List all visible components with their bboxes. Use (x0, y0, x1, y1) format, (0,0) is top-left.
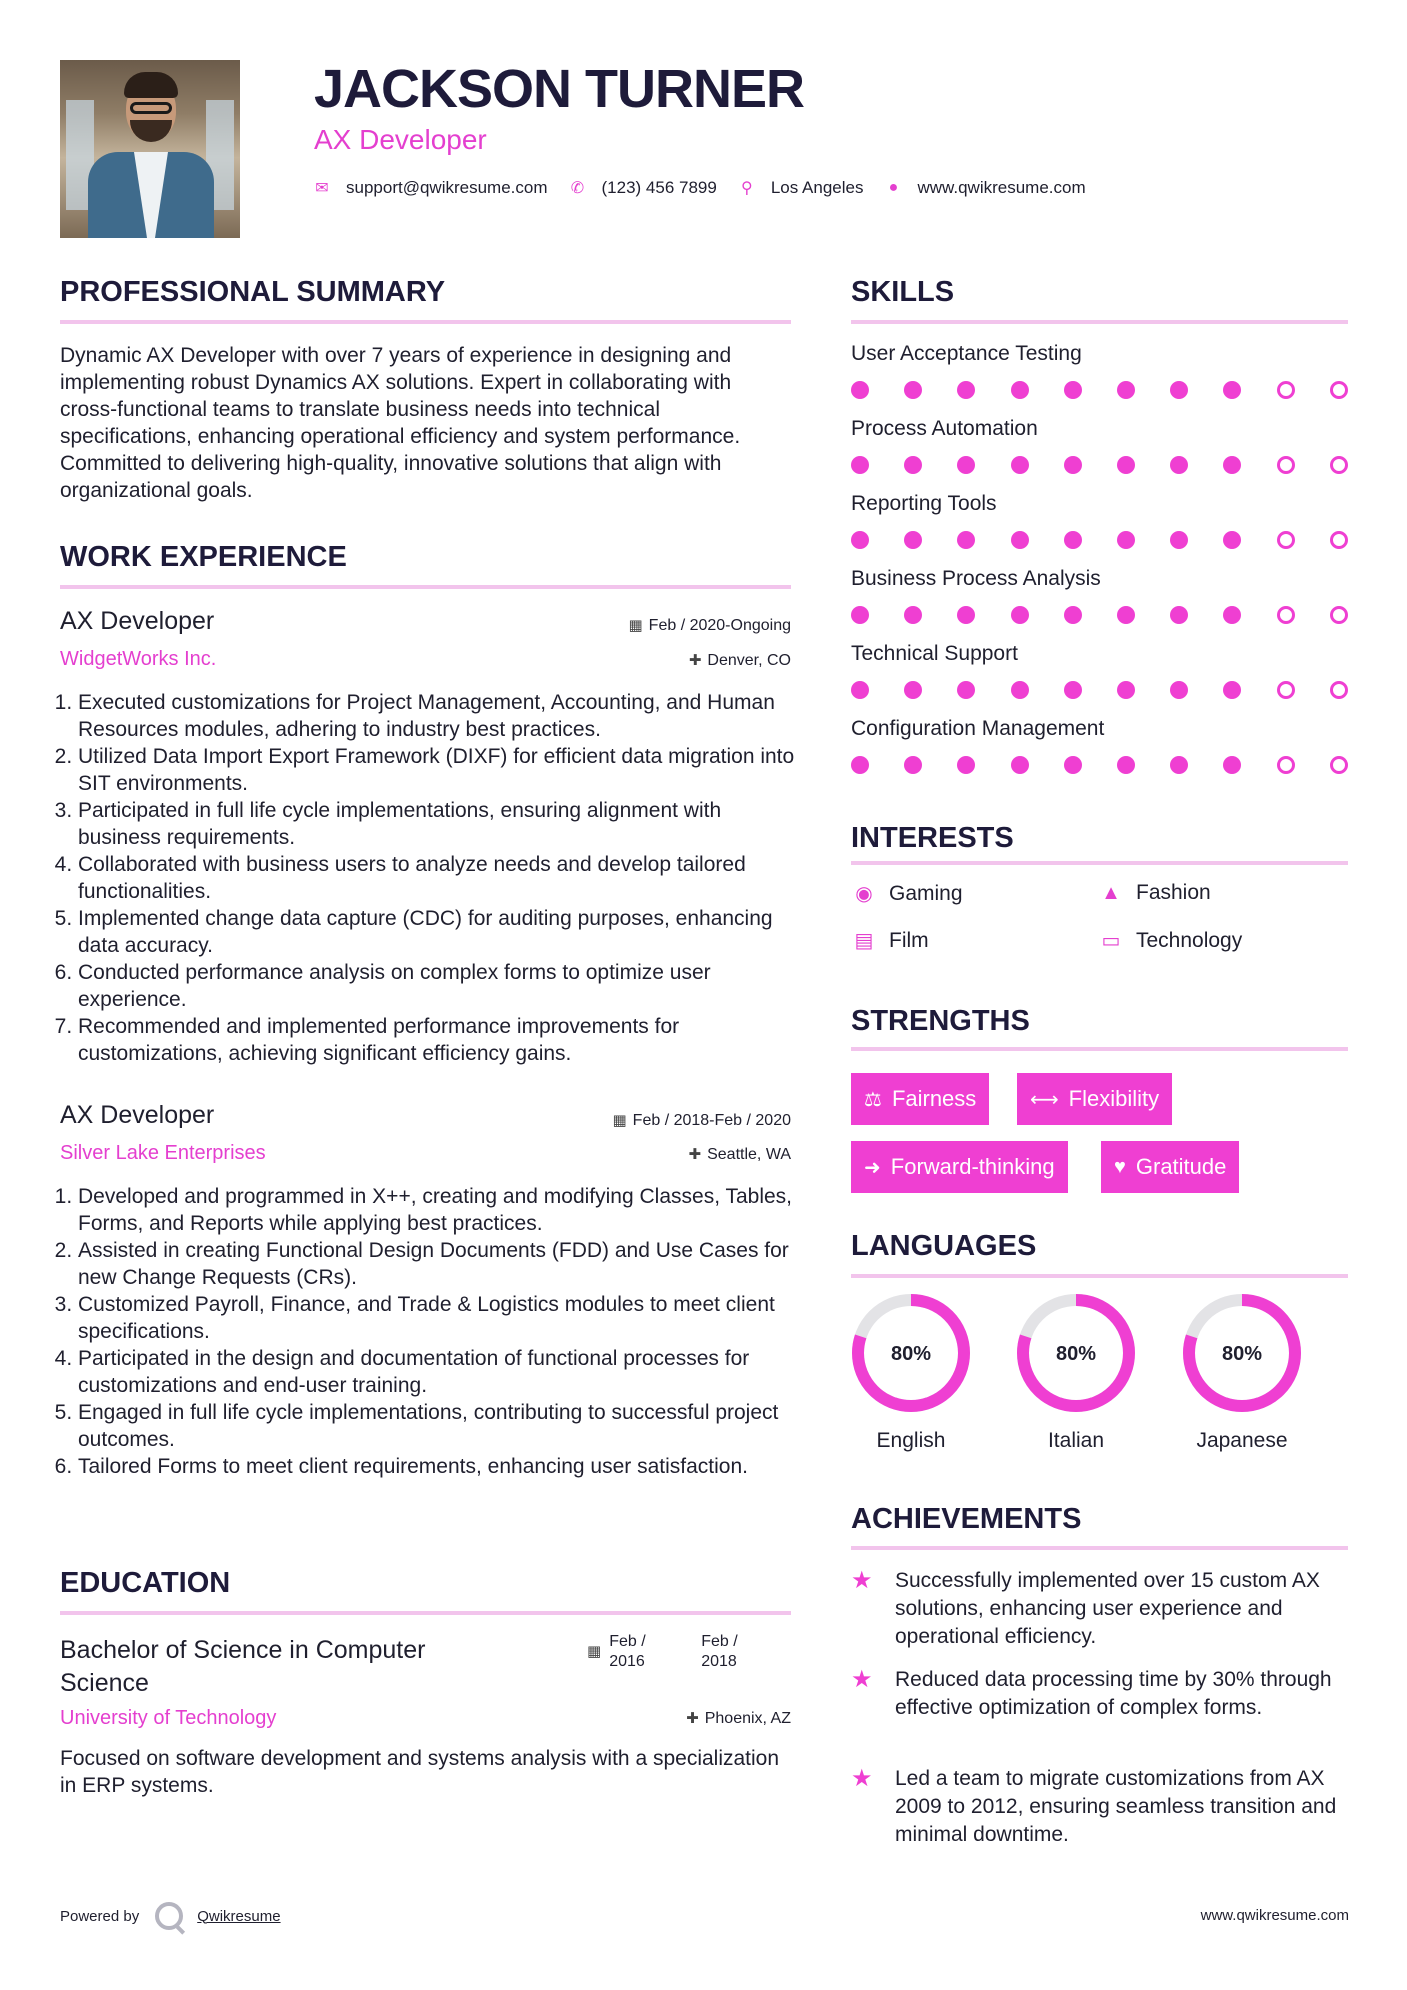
shopping-bag-icon: ▲ (1101, 881, 1121, 904)
contact-location: Los Angeles (770, 178, 864, 197)
skill-rating (851, 531, 1351, 551)
rating-dot-filled (1117, 456, 1135, 474)
rating-dot-empty (1330, 681, 1348, 699)
svg-text:80%: 80% (1221, 1343, 1263, 1365)
rating-dot-filled (957, 681, 975, 699)
language-item (1012, 1291, 1140, 1453)
rating-dot-filled (1170, 756, 1188, 774)
rating-dot-empty (1277, 681, 1295, 699)
achievements-divider (851, 1546, 1348, 1550)
rating-dot-empty (1277, 606, 1295, 624)
rating-dot-filled (1117, 606, 1135, 624)
list-item: 7. Recommended and implemented performance improvements for customizations, achieving significant efficiency gains. (78, 1013, 798, 1067)
list-item: 6. Conducted performance analysis on complex forms to optimize user experience. (78, 959, 798, 1013)
skill-name: User Acceptance Testing (851, 342, 1082, 365)
interests-heading: INTERESTS (851, 822, 1014, 854)
education-school: University of Technology (60, 1707, 277, 1729)
skill-rating (851, 456, 1351, 476)
job-company: Silver Lake Enterprises (60, 1142, 266, 1164)
list-item: 6. Tailored Forms to meet client requirements, enhancing user satisfaction. (78, 1453, 798, 1480)
list-item: 1. Developed and programmed in X++, creating and modifying Classes, Tables, Forms, and Reports while applying best practices. (78, 1183, 798, 1237)
list-item: 4. Collaborated with business users to analyze needs and develop tailored functionalities. (78, 851, 798, 905)
rating-dot-filled (904, 381, 922, 399)
rating-dot-filled (904, 456, 922, 474)
education-dates (587, 1632, 763, 1672)
strength-tag: ⚖ Fairness (851, 1073, 989, 1125)
envelope-icon: ✉ (315, 180, 329, 197)
rating-dot-filled (1064, 531, 1082, 549)
balance-scale-icon: ⚖ (864, 1088, 882, 1111)
rating-dot-empty (1277, 381, 1295, 399)
job-bullets (60, 689, 798, 1067)
rating-dot-filled (1011, 531, 1029, 549)
skills-divider (851, 320, 1348, 324)
rating-dot-filled (1223, 456, 1241, 474)
job-location: ✚ Seattle, WA (688, 1146, 791, 1163)
rating-dot-filled (1011, 456, 1029, 474)
experience-divider (60, 585, 791, 589)
svg-text:80%: 80% (1055, 1343, 1097, 1365)
rating-dot-empty (1330, 606, 1348, 624)
calendar-icon: ▦ (628, 617, 643, 634)
powered-by-label: Powered by (60, 1907, 140, 1925)
rating-dot-filled (957, 531, 975, 549)
gamepad-icon: ◉ (855, 883, 873, 905)
rating-dot-filled (1223, 531, 1241, 549)
pushpin-icon: ✚ (686, 1710, 699, 1727)
interests-divider (851, 861, 1348, 865)
skills-heading: SKILLS (851, 276, 955, 308)
rating-dot-filled (904, 681, 922, 699)
rating-dot-empty (1330, 381, 1348, 399)
star-icon: ★ (851, 1567, 873, 1594)
rating-dot-filled (1170, 381, 1188, 399)
contact-phone[interactable]: (123) 456 7899 (601, 178, 717, 197)
rating-dot-filled (1170, 681, 1188, 699)
pushpin-icon: ✚ (688, 1146, 702, 1163)
rating-dot-filled (851, 681, 869, 699)
list-item: 2. Assisted in creating Functional Design Documents (FDD) and Use Cases for new Change Requests (CRs). (78, 1237, 798, 1291)
rating-dot-filled (957, 381, 975, 399)
list-item: 1. Executed customizations for Project Management, Accounting, and Human Resources modules, adhering to industry best practices. (78, 689, 798, 743)
rating-dot-filled (904, 756, 922, 774)
list-item: 3. Participated in full life cycle implementations, ensuring alignment with business requirements. (78, 797, 798, 851)
language-item (1178, 1291, 1306, 1453)
skill-name: Configuration Management (851, 717, 1105, 740)
skill-name: Business Process Analysis (851, 567, 1101, 590)
candidate-role: AX Developer (314, 124, 487, 155)
laptop-icon: ▭ (1101, 930, 1121, 952)
rating-dot-filled (1170, 531, 1188, 549)
language-item (847, 1291, 975, 1453)
strengths-heading: STRENGTHS (851, 1005, 1030, 1037)
list-item: 2. Utilized Data Import Export Framework (DIXF) for efficient data migration into SIT environments. (78, 743, 798, 797)
education-description: Focused on software development and systems analysis with a specialization in ERP systems. (60, 1747, 780, 1797)
job-dates: ▦ Feb / 2020-Ongoing (628, 617, 791, 634)
footer-url[interactable]: www.qwikresume.com (1200, 1907, 1349, 1924)
achievement-item: ★ Reduced data processing time by 30% through effective optimization of complex forms. (851, 1666, 1351, 1722)
pushpin-icon: ✚ (688, 652, 702, 669)
arrows-horizontal-icon: ⟷ (1030, 1088, 1059, 1111)
rating-dot-empty (1330, 531, 1348, 549)
summary-heading: PROFESSIONAL SUMMARY (60, 276, 446, 308)
rating-dot-filled (1117, 756, 1135, 774)
heart-icon: ♥ (1114, 1155, 1126, 1178)
brand-link[interactable]: Qwikresume (197, 1907, 281, 1925)
arrow-right-icon: ➜ (864, 1156, 881, 1179)
interest-item: ▤ Film (851, 928, 929, 953)
strengths-divider (851, 1047, 1348, 1051)
experience-heading: WORK EXPERIENCE (60, 541, 347, 573)
skill-name: Process Automation (851, 417, 1038, 440)
rating-dot-filled (1011, 681, 1029, 699)
education-location: ✚ Phoenix, AZ (686, 1710, 791, 1727)
star-icon: ★ (851, 1765, 873, 1792)
interest-item: ▭ Technology (1098, 928, 1242, 953)
skill-name: Reporting Tools (851, 492, 997, 515)
job-dates: ▦ Feb / 2018-Feb / 2020 (612, 1112, 791, 1129)
job-location: ✚ Denver, CO (688, 652, 791, 669)
skill-name: Technical Support (851, 642, 1018, 665)
rating-dot-filled (1064, 606, 1082, 624)
languages-heading: LANGUAGES (851, 1230, 1037, 1262)
rating-dot-filled (1170, 606, 1188, 624)
language-ring (1180, 1291, 1304, 1415)
job-bullets (60, 1183, 798, 1480)
calendar-icon: ▦ (587, 1643, 602, 1660)
job-title: AX Developer (60, 607, 215, 635)
rating-dot-empty (1330, 756, 1348, 774)
interest-item: ◉ Gaming (851, 881, 963, 906)
rating-dot-filled (1170, 456, 1188, 474)
globe-icon: ● (888, 179, 899, 196)
rating-dot-filled (1064, 681, 1082, 699)
rating-dot-filled (1223, 681, 1241, 699)
candidate-name: JACKSON TURNER (314, 59, 805, 119)
skill-rating (851, 756, 1351, 776)
contact-website[interactable]: www.qwikresume.com (917, 178, 1086, 197)
star-icon: ★ (851, 1666, 873, 1693)
list-item: 5. Implemented change data capture (CDC) for auditing purposes, enhancing data accuracy. (78, 905, 798, 959)
education-divider (60, 1611, 791, 1615)
map-pin-icon: ⚲ (740, 180, 753, 197)
rating-dot-filled (1223, 381, 1241, 399)
rating-dot-empty (1277, 756, 1295, 774)
rating-dot-filled (1064, 381, 1082, 399)
rating-dot-empty (1277, 456, 1295, 474)
language-name: Italian (1047, 1429, 1105, 1452)
rating-dot-filled (851, 456, 869, 474)
education-end-date: Feb / 2018 (701, 1633, 738, 1670)
svg-text:80%: 80% (890, 1343, 932, 1365)
qwikresume-logo-icon (155, 1902, 183, 1930)
calendar-icon: ▦ (612, 1112, 627, 1129)
strength-tag: ➜ Forward-thinking (851, 1141, 1068, 1193)
rating-dot-filled (1011, 756, 1029, 774)
education-heading: EDUCATION (60, 1567, 231, 1599)
rating-dot-filled (1064, 756, 1082, 774)
profile-photo (60, 60, 240, 238)
language-ring (849, 1291, 973, 1415)
rating-dot-filled (904, 606, 922, 624)
achievements-heading: ACHIEVEMENTS (851, 1503, 1082, 1535)
summary-divider (60, 320, 791, 324)
list-item: 3. Customized Payroll, Finance, and Trade & Logistics modules to meet client specifications. (78, 1291, 798, 1345)
language-ring (1014, 1291, 1138, 1415)
list-item: 4. Participated in the design and documentation of functional processes for customizations and end-user training. (78, 1345, 798, 1399)
interest-item: ▲ Fashion (1098, 881, 1211, 905)
skill-rating (851, 381, 1351, 401)
contact-bar (314, 178, 1108, 198)
rating-dot-filled (957, 606, 975, 624)
strength-tag: ⟷ Flexibility (1017, 1073, 1172, 1125)
rating-dot-filled (851, 381, 869, 399)
skill-rating (851, 606, 1351, 626)
rating-dot-filled (1011, 606, 1029, 624)
rating-dot-filled (1064, 456, 1082, 474)
languages-divider (851, 1274, 1348, 1278)
rating-dot-filled (957, 456, 975, 474)
rating-dot-empty (1277, 531, 1295, 549)
rating-dot-filled (1117, 381, 1135, 399)
summary-text: Dynamic AX Developer with over 7 years of experience in designing and implementing robust Dynamics AX solutions. Expert in collaborating with cross-functional teams to translate business needs into technical specifications, enhancing operational efficiency and system performance. Committed to delivering high-quality, innovative solutions that align with organizational goals. (60, 344, 741, 502)
phone-icon: ✆ (570, 180, 585, 197)
job-title: AX Developer (60, 1101, 215, 1129)
film-icon: ▤ (854, 930, 874, 952)
rating-dot-filled (904, 531, 922, 549)
list-item: 5. Engaged in full life cycle implementations, contributing to successful project outcomes. (78, 1399, 798, 1453)
education-start-date: Feb / 2016 (609, 1633, 646, 1670)
rating-dot-filled (1011, 381, 1029, 399)
rating-dot-filled (851, 756, 869, 774)
footer-powered-by (60, 1902, 281, 1930)
rating-dot-filled (957, 756, 975, 774)
rating-dot-empty (1330, 456, 1348, 474)
skill-rating (851, 681, 1351, 701)
rating-dot-filled (1117, 681, 1135, 699)
rating-dot-filled (1223, 756, 1241, 774)
rating-dot-filled (851, 606, 869, 624)
degree-title: Bachelor of Science in Computer Science (60, 1636, 426, 1697)
language-name: English (876, 1429, 946, 1452)
rating-dot-filled (851, 531, 869, 549)
rating-dot-filled (1117, 531, 1135, 549)
strength-tag: ♥ Gratitude (1101, 1141, 1239, 1193)
achievement-item: ★ Led a team to migrate customizations from AX 2009 to 2012, ensuring seamless transition and minimal downtime. (851, 1765, 1351, 1849)
contact-email[interactable]: support@qwikresume.com (346, 178, 548, 197)
language-name: Japanese (1196, 1429, 1288, 1452)
rating-dot-filled (1223, 606, 1241, 624)
achievement-item: ★ Successfully implemented over 15 custom AX solutions, enhancing user experience and operational efficiency. (851, 1567, 1351, 1651)
job-company: WidgetWorks Inc. (60, 648, 217, 670)
